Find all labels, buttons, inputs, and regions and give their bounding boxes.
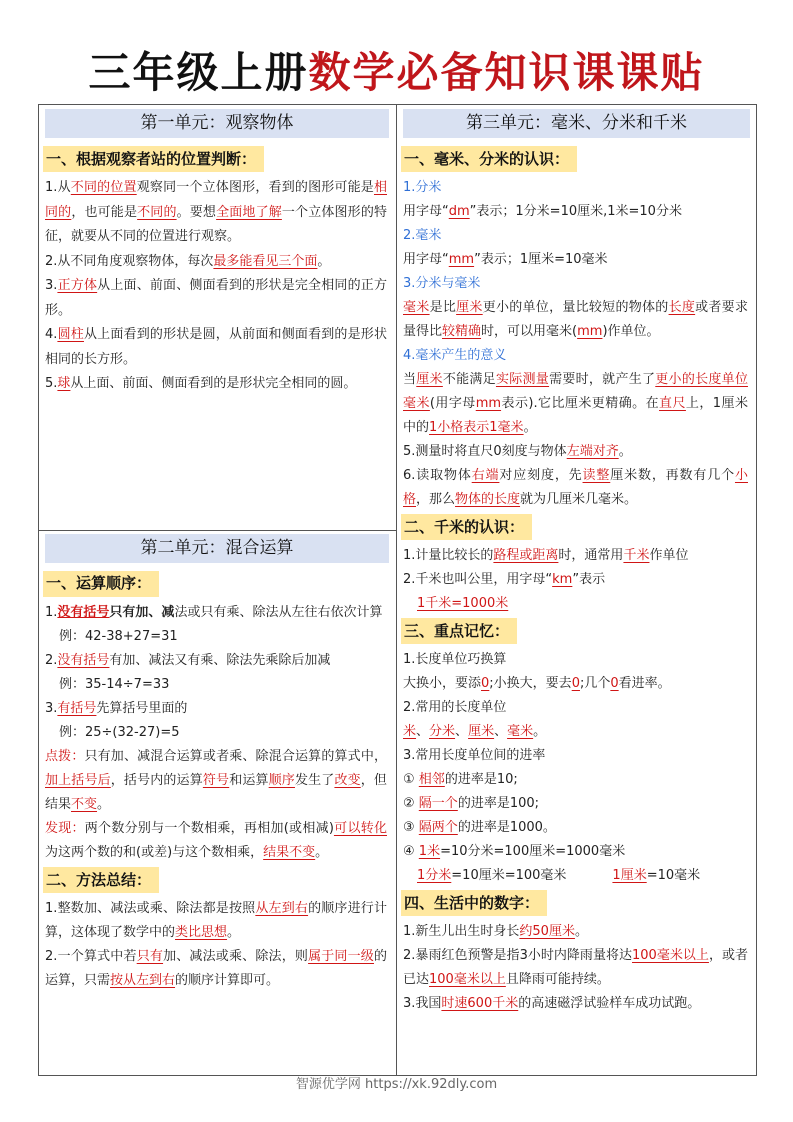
unit3-sub3-text: 毫米是比厘米更小的单位，量比较短的物体的长度或者要求量得比较精确时，可以用毫米(mm)作单位。: [403, 300, 748, 339]
unit3-panel: [397, 105, 756, 1016]
unit3-point6: 6.读取物体右端对应刻度，先读整厘米数，再数有几个小格，那么物体的长度就为几厘米几毫米。: [403, 468, 748, 507]
unit3-remember2-text: 米、分米、厘米、毫米。: [403, 724, 547, 739]
unit3-life3: 3.我国时速600千米的高速磁浮试验样车成功试跑。: [403, 996, 701, 1011]
unit2-order3: 3.有括号先算括号里面的: [45, 701, 188, 716]
unit2-header: 第二单元：混合运算: [45, 534, 389, 563]
title-part2: 数学必备知识课课贴: [308, 48, 705, 97]
unit1-header: 第一单元：观察物体: [45, 109, 389, 138]
unit2-order1: 1.没有括号只有加、减法或只有乘、除法从左往右依次计算: [45, 605, 383, 620]
unit2-method1: 1.整数加、减法或乘、除法都是按照从左到右的顺序进行计算，这体现了数学中的类比思想。: [45, 901, 387, 940]
unit3-sub1: 1.分米: [403, 180, 442, 195]
unit3-rate5: 1分米=10厘米=100毫米 1厘米=10毫米: [417, 868, 701, 883]
unit3-rate3: ③ 隔两个的进率是1000。: [403, 820, 556, 835]
unit1-point4: 4.圆柱从上面看到的形状是圆，从前面和侧面看到的是形状相同的长方形。: [45, 327, 387, 367]
unit3-point5: 5.测量时将直尺0刻度与物体左端对齐。: [403, 444, 632, 459]
unit2-example3: 例：25÷(32-27)=5: [59, 725, 180, 740]
unit3-sub2-text: 用字母“mm”表示；1厘米=10毫米: [403, 252, 608, 267]
title-part1: 三年级上册: [88, 48, 309, 97]
unit1-point3: 3.正方体从上面、前面、侧面看到的形状是完全相同的正方形。: [45, 278, 387, 318]
page-title: [0, 40, 793, 100]
unit3-section2-heading: 二、千米的认识：: [401, 514, 532, 540]
unit2-order2: 2.没有括号有加、减法又有乘、除法先乘除后加减: [45, 653, 331, 668]
unit2-section1-heading: 一、运算顺序：: [43, 571, 159, 597]
unit3-header: 第三单元：毫米、分米和千米: [403, 109, 750, 138]
unit2-finding: 发现：两个数分别与一个数相乘，再相加(或相减)可以转化为这两个数的和(或差)与这个数相乘，结果不变。: [45, 821, 387, 860]
unit2-section2-heading: 二、方法总结：: [43, 867, 159, 893]
unit3-section3-heading: 三、重点记忆：: [401, 618, 517, 644]
unit3-km1: 1.计量比较长的路程或距离时，通常用千米作单位: [403, 548, 689, 563]
unit1-point2: 2.从不同角度观察物体，每次最多能看见三个面。: [45, 253, 331, 269]
unit3-sub4: 4.毫米产生的意义: [403, 348, 507, 363]
unit1-section1-heading: 一、根据观察者站的位置判断：: [43, 146, 264, 172]
unit3-section1-heading: 一、毫米、分米的认识：: [401, 146, 577, 172]
unit3-sub1-text: 用字母“dm”表示；1分米=10厘米,1米=10分米: [403, 204, 682, 219]
unit3-remember3: 3.常用长度单位间的进率: [403, 748, 546, 763]
unit3-sub2: 2.毫米: [403, 228, 442, 243]
unit3-life2: 2.暴雨红色预警是指3小时内降雨量将达100毫米以上，或者已达100毫米以上且降雨可能持续。: [403, 948, 748, 987]
unit3-km2: 2.千米也叫公里，用字母“km”表示: [403, 572, 606, 587]
unit3-rate2: ② 隔一个的进率是100;: [403, 796, 540, 811]
unit2-panel: [39, 530, 395, 993]
unit1-point1: 1.从不同的位置观察同一个立体图形，看到的图形可能是相同的，也可能是不同的。要想全面地了解一个立体图形的特征，就要从不同的位置进行观察。: [45, 180, 387, 244]
unit3-section4-heading: 四、生活中的数字：: [401, 890, 547, 916]
unit3-km3: 1千米=1000米: [417, 596, 509, 611]
unit3-life1: 1.新生儿出生时身长约50厘米。: [403, 924, 588, 939]
unit2-example1: 例：42-38+27=31: [59, 629, 178, 644]
unit3-remember1-text: 大换小，要添0;小换大，要去0;几个0看进率。: [403, 676, 671, 691]
footer-watermark: 智源优学网 https://xk.92dly.com: [295, 1077, 498, 1092]
unit3-rate1: ① 相邻的进率是10;: [403, 772, 518, 787]
unit3-sub3: 3.分米与毫米: [403, 276, 481, 291]
unit3-rate4: ④ 1米=10分米=100厘米=1000毫米: [403, 844, 626, 859]
unit2-example2: 例：35-14÷7=33: [59, 677, 170, 692]
unit2-method2: 2.一个算式中若只有加、减法或乘、除法，则属于同一级的运算，只需按从左到右的顺序计算即可。: [45, 949, 387, 988]
unit1-point5: 5.球从上面、前面、侧面看到的是形状完全相同的圆。: [45, 376, 357, 391]
unit1-panel: [39, 105, 395, 397]
unit2-tip: 点拨：只有加、减混合运算或者乘、除混合运算的算式中，加上括号后，括号内的运算符号和运算顺序发生了改变，但结果不变。: [45, 749, 387, 812]
unit3-remember2: 2.常用的长度单位: [403, 700, 507, 715]
unit3-remember1: 1.长度单位巧换算: [403, 652, 507, 667]
unit3-sub4-text: 当厘米不能满足实际测量需要时，就产生了更小的长度单位毫米(用字母mm表示).它比厘米更精确。在直尺上，1厘米中的1小格表示1毫米。: [403, 372, 748, 435]
